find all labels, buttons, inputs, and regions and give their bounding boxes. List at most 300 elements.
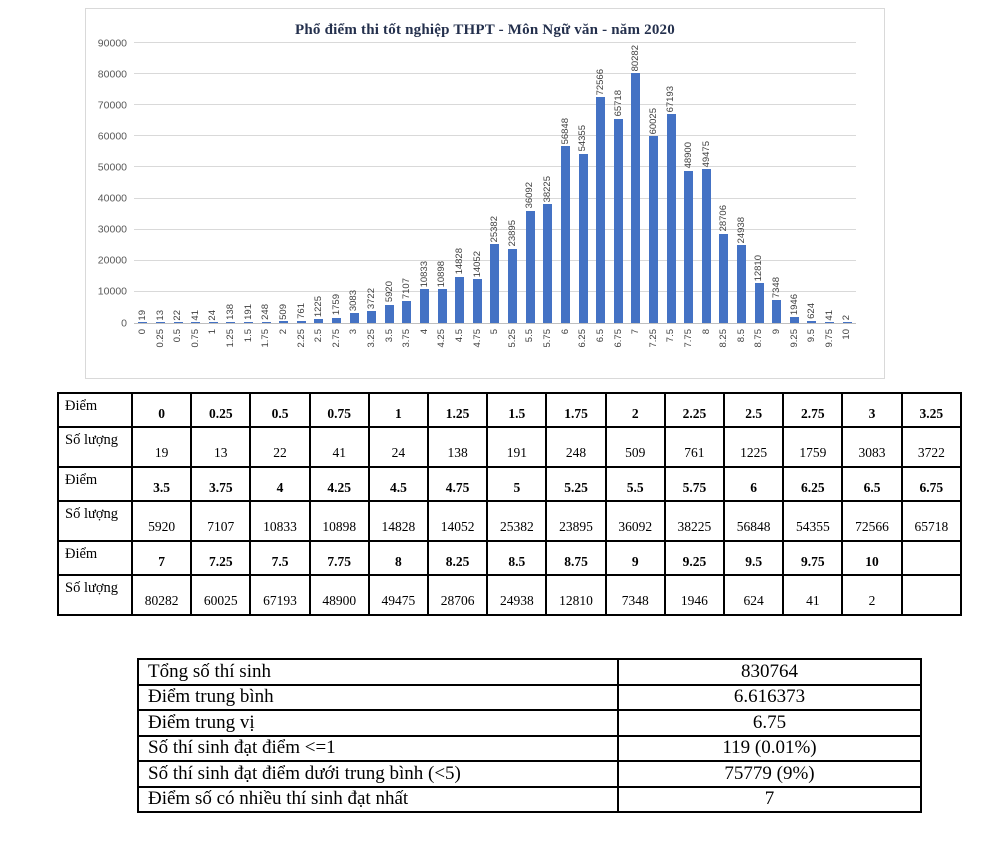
- bar-value-label: 13: [154, 309, 166, 321]
- bar-value-label: 3083: [348, 290, 360, 312]
- bar-column: [257, 304, 275, 323]
- count-cell: 80282: [132, 575, 191, 615]
- row-label-diem: Điểm: [58, 393, 132, 427]
- x-axis-tick-text: 6.5: [594, 329, 606, 343]
- count-cell: 24938: [487, 575, 546, 615]
- bar: [684, 171, 693, 323]
- count-cell: 7348: [606, 575, 665, 615]
- bar-value-label: 1946: [788, 293, 800, 315]
- bar: [367, 311, 376, 323]
- summary-label-cell: Số thí sinh đạt điểm dưới trung bình (<5): [138, 761, 618, 787]
- x-axis-tick-text: 1.75: [260, 329, 272, 348]
- bar-value-label: 10833: [418, 260, 430, 288]
- bar-value-label: 3722: [365, 288, 377, 310]
- count-cell: 10833: [250, 501, 309, 541]
- count-cell: 24: [369, 427, 428, 467]
- bar-column: [381, 281, 399, 323]
- x-axis-tick-label: [433, 326, 451, 376]
- x-axis-tick-text: 8.75: [753, 329, 765, 348]
- x-axis-tick-text: 1: [207, 329, 219, 335]
- bar-value-label: 72566: [594, 68, 606, 96]
- score-cell: 9: [606, 541, 665, 575]
- bar-column: [698, 141, 716, 323]
- bar-column: [292, 303, 310, 323]
- bar-value-label: 28706: [718, 205, 730, 232]
- summary-row: [138, 710, 921, 736]
- x-axis-tick-text: 8: [700, 329, 712, 335]
- score-cell: 10: [842, 541, 901, 575]
- score-cell: 8.25: [428, 541, 487, 575]
- count-cell: 72566: [842, 501, 901, 541]
- summary-value-cell: 7: [618, 787, 921, 813]
- bar-column: [750, 255, 768, 323]
- x-axis-tick-text: 8.5: [735, 329, 747, 343]
- x-axis-tick-label: [838, 326, 856, 376]
- x-axis-tick-label: [574, 326, 592, 376]
- count-cell: 191: [487, 427, 546, 467]
- bar-value-label: 49475: [700, 140, 712, 168]
- bar: [262, 322, 271, 323]
- score-cell: 4: [250, 467, 309, 501]
- score-cell: 0.5: [250, 393, 309, 427]
- x-axis-tick-label: [803, 326, 821, 376]
- count-cell: 12810: [546, 575, 605, 615]
- bar-column: [152, 310, 170, 323]
- bar-value-label: 138: [225, 304, 237, 321]
- y-axis-tick-label: 30000: [97, 223, 127, 236]
- bar-value-label: 14052: [471, 250, 483, 278]
- bar: [332, 318, 341, 323]
- summary-value-cell: 6.616373: [618, 685, 921, 711]
- x-axis-tick-label: [275, 326, 293, 376]
- bar: [297, 321, 306, 323]
- score-cell: 3.75: [191, 467, 250, 501]
- bar-column: [838, 315, 856, 323]
- count-cell: 5920: [132, 501, 191, 541]
- summary-row: [138, 761, 921, 787]
- bar-value-label: 67193: [665, 85, 677, 112]
- x-axis-labels: [134, 326, 856, 376]
- summary-label-cell: Điểm số có nhiều thí sinh đạt nhất: [138, 787, 618, 813]
- bar-column: [592, 69, 610, 323]
- count-row: [58, 501, 961, 541]
- bar-value-label: 248: [260, 304, 272, 321]
- bar: [156, 322, 165, 323]
- bar-value-label: 24938: [735, 217, 747, 244]
- bar-column: [204, 310, 222, 323]
- bar: [385, 305, 394, 323]
- score-row: [58, 541, 961, 575]
- bar-value-label: 41: [823, 309, 835, 321]
- summary-table: [137, 658, 922, 813]
- bar-column: [803, 303, 821, 323]
- score-cell: 1.5: [487, 393, 546, 427]
- bar-value-label: 60025: [647, 107, 659, 135]
- bar-column: [169, 310, 187, 323]
- x-axis-tick-text: 3.25: [365, 329, 377, 348]
- bar: [402, 301, 411, 323]
- bar: [596, 97, 605, 323]
- score-cell: 1: [369, 393, 428, 427]
- bar: [420, 289, 429, 323]
- x-axis-tick-label: [310, 326, 328, 376]
- plot-area: [97, 36, 856, 329]
- y-axis-tick-label: 60000: [97, 130, 127, 143]
- summary-row: [138, 659, 921, 685]
- x-axis-tick-label: [328, 326, 346, 376]
- count-cell: 60025: [191, 575, 250, 615]
- x-axis-tick-text: 0.5: [172, 329, 184, 343]
- x-axis-tick-text: 9: [770, 329, 782, 335]
- bar: [174, 322, 183, 323]
- x-axis-tick-text: 10: [841, 329, 853, 340]
- count-cell: 41: [783, 575, 842, 615]
- x-axis-tick-text: 5.25: [506, 329, 518, 348]
- y-axis-tick-label: 0: [121, 316, 127, 329]
- bar-value-label: 1759: [330, 294, 342, 316]
- bar: [350, 313, 359, 323]
- bar-column: [627, 45, 645, 323]
- bar-column: [134, 310, 152, 323]
- bars: [134, 44, 856, 323]
- bar-column: [539, 176, 557, 323]
- x-axis-tick-text: 2.5: [313, 329, 325, 343]
- bar-value-label: 36092: [524, 182, 536, 209]
- bar-column: [645, 108, 663, 323]
- count-cell: 56848: [724, 501, 783, 541]
- score-cell: 2.25: [665, 393, 724, 427]
- bar: [508, 249, 517, 323]
- score-cell: 4.5: [369, 467, 428, 501]
- count-cell: 761: [665, 427, 724, 467]
- x-axis-tick-label: [609, 326, 627, 376]
- x-axis-tick-label: [539, 326, 557, 376]
- count-cell: 3722: [902, 427, 961, 467]
- bar-value-label: 22: [172, 309, 184, 321]
- bar-column: [557, 118, 575, 323]
- count-cell: 49475: [369, 575, 428, 615]
- y-axis-tick-label: 50000: [97, 161, 127, 174]
- bar-value-label: 7107: [401, 277, 413, 299]
- y-axis-tick-label: 80000: [97, 67, 127, 80]
- score-cell: 9.25: [665, 541, 724, 575]
- bar: [473, 279, 482, 323]
- bar: [649, 136, 658, 323]
- bar-column: [451, 248, 469, 323]
- x-axis-tick-text: 2: [277, 329, 289, 335]
- bar: [719, 234, 728, 323]
- bar: [490, 244, 499, 323]
- bar: [543, 204, 552, 323]
- summary-table-body: [138, 659, 921, 812]
- score-cell: 6: [724, 467, 783, 501]
- score-cell: 0.75: [310, 393, 369, 427]
- score-cell: 0: [132, 393, 191, 427]
- bar-column: [680, 142, 698, 323]
- bar-value-label: 1225: [313, 296, 325, 318]
- bar-value-label: 10898: [436, 260, 448, 288]
- bar-value-label: 25382: [489, 215, 501, 243]
- score-cell: 5: [487, 467, 546, 501]
- count-cell: 22: [250, 427, 309, 467]
- count-cell: 248: [546, 427, 605, 467]
- score-cell: 8: [369, 541, 428, 575]
- x-axis-tick-label: [592, 326, 610, 376]
- gridline: [134, 42, 856, 43]
- x-axis-tick-label: [187, 326, 205, 376]
- x-axis-tick-label: [398, 326, 416, 376]
- y-axis-tick-label: 90000: [97, 36, 127, 49]
- x-axis-tick-label: [698, 326, 716, 376]
- bar: [526, 211, 535, 323]
- score-row: [58, 467, 961, 501]
- score-cell: 3.5: [132, 467, 191, 501]
- bar: [438, 289, 447, 323]
- score-cell: 9.5: [724, 541, 783, 575]
- bar-value-label: 12810: [753, 254, 765, 282]
- score-cell: 7.5: [250, 541, 309, 575]
- x-axis-tick-label: [768, 326, 786, 376]
- bar-column: [715, 205, 733, 323]
- x-axis-tick-label: [381, 326, 399, 376]
- summary-value-cell: 6.75: [618, 710, 921, 736]
- x-axis-tick-text: 9.75: [823, 329, 835, 348]
- bar-value-label: 41: [189, 309, 201, 321]
- count-cell: 54355: [783, 501, 842, 541]
- bar-column: [486, 216, 504, 323]
- bar: [825, 322, 834, 323]
- x-axis-tick-text: 8.25: [718, 329, 730, 348]
- count-cell: 14052: [428, 501, 487, 541]
- x-axis-tick-text: 5.75: [542, 329, 554, 348]
- bar-value-label: 80282: [630, 44, 642, 72]
- count-cell: 13: [191, 427, 250, 467]
- bar-value-label: 2: [841, 314, 853, 321]
- bar-column: [733, 217, 751, 323]
- bar-column: [398, 278, 416, 323]
- count-cell: 65718: [902, 501, 961, 541]
- count-row: [58, 575, 961, 615]
- bar-value-label: 509: [277, 303, 289, 320]
- x-axis-tick-text: 1.25: [225, 329, 237, 348]
- x-axis-tick-label: [715, 326, 733, 376]
- count-cell: 624: [724, 575, 783, 615]
- x-axis-tick-label: [504, 326, 522, 376]
- score-cell: 1.25: [428, 393, 487, 427]
- score-distribution-chart: [85, 8, 885, 379]
- bar: [631, 73, 640, 323]
- bar: [314, 319, 323, 323]
- count-cell: 3083: [842, 427, 901, 467]
- x-axis-tick-label: [662, 326, 680, 376]
- count-cell: 67193: [250, 575, 309, 615]
- x-axis-tick-text: 4.75: [471, 329, 483, 348]
- bar-value-label: 5920: [383, 281, 395, 303]
- bar-value-label: 56848: [559, 117, 571, 145]
- bar-column: [416, 261, 434, 323]
- x-axis-tick-text: 3.75: [401, 329, 413, 348]
- bar: [579, 154, 588, 323]
- x-axis-tick-label: [222, 326, 240, 376]
- x-axis-tick-text: 7.5: [665, 329, 677, 343]
- bar: [667, 114, 676, 323]
- bar-value-label: 65718: [612, 90, 624, 117]
- score-table: [57, 392, 962, 616]
- bar: [790, 317, 799, 323]
- score-cell: 9.75: [783, 541, 842, 575]
- score-cell: [902, 541, 961, 575]
- count-cell: 7107: [191, 501, 250, 541]
- x-axis-tick-label: [645, 326, 663, 376]
- x-axis-tick-label: [204, 326, 222, 376]
- bar-value-label: 23895: [506, 220, 518, 247]
- x-axis-tick-text: 1.5: [242, 329, 254, 343]
- bar-column: [662, 86, 680, 323]
- count-cell: 28706: [428, 575, 487, 615]
- x-axis-tick-text: 7: [630, 329, 642, 335]
- x-axis-tick-label: [169, 326, 187, 376]
- x-axis-tick-label: [821, 326, 839, 376]
- x-axis-tick-text: 4.5: [454, 329, 466, 343]
- x-axis-tick-label: [257, 326, 275, 376]
- summary-value-cell: 75779 (9%): [618, 761, 921, 787]
- score-cell: 2.5: [724, 393, 783, 427]
- count-cell: 36092: [606, 501, 665, 541]
- bar: [561, 146, 570, 323]
- count-cell: 2: [842, 575, 901, 615]
- score-cell: 6.75: [902, 467, 961, 501]
- bar: [191, 322, 200, 323]
- score-cell: 8.5: [487, 541, 546, 575]
- x-axis-tick-label: [786, 326, 804, 376]
- x-axis-tick-label: [486, 326, 504, 376]
- x-axis-tick-text: 0.75: [189, 329, 201, 348]
- x-axis-tick-text: 6.25: [577, 329, 589, 348]
- bar-column: [469, 251, 487, 323]
- x-axis-tick-text: 2.75: [330, 329, 342, 348]
- count-row: [58, 427, 961, 467]
- bar-column: [821, 310, 839, 323]
- count-cell: 23895: [546, 501, 605, 541]
- count-cell: 1225: [724, 427, 783, 467]
- count-cell: 1946: [665, 575, 724, 615]
- bar: [843, 322, 852, 323]
- score-cell: 6.25: [783, 467, 842, 501]
- y-axis-tick-label: 10000: [97, 285, 127, 298]
- score-cell: 3: [842, 393, 901, 427]
- bar: [138, 322, 147, 323]
- x-axis-tick-text: 4: [418, 329, 430, 335]
- bar-column: [786, 294, 804, 323]
- x-axis-tick-label: [750, 326, 768, 376]
- summary-row: [138, 787, 921, 813]
- x-axis-tick-label: [416, 326, 434, 376]
- x-axis-tick-text: 6: [559, 329, 571, 335]
- bar-column: [363, 288, 381, 323]
- row-label-so-luong: Số lượng: [58, 427, 132, 467]
- score-cell: 7: [132, 541, 191, 575]
- count-cell: [902, 575, 961, 615]
- x-axis-tick-text: 2.25: [295, 329, 307, 348]
- x-axis-tick-label: [733, 326, 751, 376]
- bar: [702, 169, 711, 323]
- x-axis-tick-text: 3: [348, 329, 360, 335]
- x-axis-tick-label: [557, 326, 575, 376]
- bar-value-label: 24: [207, 309, 219, 321]
- bar-value-label: 54355: [577, 125, 589, 152]
- bar-value-label: 38225: [542, 175, 554, 203]
- bar-column: [433, 261, 451, 323]
- x-axis-tick-label: [292, 326, 310, 376]
- y-axis-tick-label: 40000: [97, 192, 127, 205]
- bar: [244, 322, 253, 323]
- bar-column: [275, 304, 293, 323]
- bar: [807, 321, 816, 323]
- count-cell: 509: [606, 427, 665, 467]
- count-cell: 1759: [783, 427, 842, 467]
- bar-value-label: 48900: [682, 142, 694, 169]
- x-axis-tick-label: [152, 326, 170, 376]
- bar-column: [240, 304, 258, 323]
- bar-column: [609, 90, 627, 323]
- summary-label-cell: Điểm trung vị: [138, 710, 618, 736]
- score-cell: 5.5: [606, 467, 665, 501]
- x-axis-tick-label: [627, 326, 645, 376]
- count-cell: 10898: [310, 501, 369, 541]
- x-axis-tick-label: [521, 326, 539, 376]
- score-table-body: [58, 393, 961, 615]
- count-cell: 48900: [310, 575, 369, 615]
- x-axis-tick-label: [240, 326, 258, 376]
- row-label-diem: Điểm: [58, 541, 132, 575]
- bar: [209, 322, 218, 323]
- x-axis-tick-text: 0: [137, 329, 149, 335]
- score-cell: 3.25: [902, 393, 961, 427]
- bar: [772, 300, 781, 323]
- score-cell: 2: [606, 393, 665, 427]
- bar: [279, 321, 288, 323]
- bar-value-label: 761: [295, 302, 307, 319]
- summary-label-cell: Số thí sinh đạt điểm <=1: [138, 736, 618, 762]
- bar-column: [504, 220, 522, 323]
- x-axis-tick-text: 0.25: [154, 329, 166, 348]
- x-axis-tick-text: 4.25: [436, 329, 448, 348]
- chart-title: Phổ điểm thi tốt nghiệp THPT - Môn Ngữ văn - năm 2020: [295, 22, 675, 38]
- count-cell: 25382: [487, 501, 546, 541]
- x-axis-tick-label: [451, 326, 469, 376]
- x-axis-tick-text: 7.75: [682, 329, 694, 348]
- score-cell: 4.75: [428, 467, 487, 501]
- bar-value-label: 14828: [454, 248, 466, 275]
- score-cell: 1.75: [546, 393, 605, 427]
- score-cell: 8.75: [546, 541, 605, 575]
- count-cell: 138: [428, 427, 487, 467]
- row-label-so-luong: Số lượng: [58, 575, 132, 615]
- y-axis-tick-label: 20000: [97, 254, 127, 267]
- score-cell: 7.25: [191, 541, 250, 575]
- score-cell: 5.25: [546, 467, 605, 501]
- bar-column: [328, 294, 346, 323]
- bar-column: [768, 277, 786, 323]
- summary-row: [138, 685, 921, 711]
- x-axis-tick-text: 9.5: [806, 329, 818, 343]
- count-cell: 38225: [665, 501, 724, 541]
- bar: [755, 283, 764, 323]
- summary-label-cell: Tổng số thí sinh: [138, 659, 618, 685]
- bar: [737, 245, 746, 323]
- score-cell: 2.75: [783, 393, 842, 427]
- bar-column: [574, 125, 592, 323]
